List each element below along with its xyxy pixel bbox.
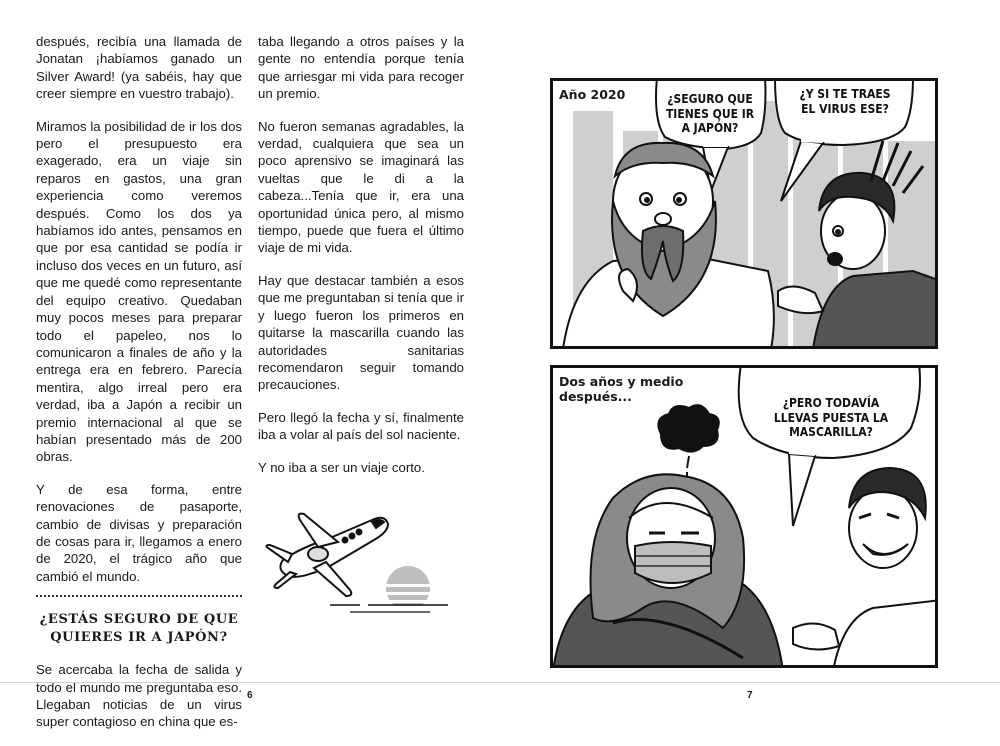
text-column-left — [36, 33, 242, 746]
paragraph: Se acercaba la fecha de salida y todo el mundo me preguntaba eso. Llegaban noticias de un virus super contagioso en china que es- — [36, 662, 242, 730]
balloon-line: ¿Y SI TE TRAES — [799, 87, 891, 101]
paragraph: Y no iba a ser un viaje corto. — [258, 459, 425, 475]
section-heading-line: QUIERES IR A JAPÓN? — [50, 630, 228, 646]
caption-line: después... — [559, 389, 632, 404]
balloon-line: ¿SEGURO QUE — [667, 92, 753, 106]
balloon-line: EL VIRUS ESE? — [801, 101, 889, 116]
speech-balloon — [745, 396, 917, 440]
page-number-right: 7 — [747, 690, 753, 701]
balloon-line: A JAPÓN? — [681, 121, 739, 135]
speech-balloon — [779, 87, 911, 116]
section-heading — [36, 611, 242, 647]
comic-panel-1 — [550, 78, 938, 349]
balloon-line: MASCARILLA? — [789, 425, 873, 439]
paragraph: taba llegando a otros países y la gente no entendía porque tenía que arriesgar mi vida para recoger un premio. — [258, 34, 464, 102]
speech-balloon — [651, 92, 769, 136]
balloon-line: LLEVAS PUESTA LA — [773, 410, 889, 425]
caption-line: Dos años y medio — [559, 374, 684, 389]
paragraph: Y de esa forma, entre renovaciones de pasaporte, cambio de divisas y preparación de cosas para ir, llegamos a enero de 2020, el trágico año que cambió el mundo. — [36, 481, 242, 584]
text-column-right — [258, 33, 464, 491]
panel-caption: Año 2020 — [559, 87, 626, 102]
panel-caption — [559, 374, 683, 404]
paragraph: Pero llegó la fecha y sí, finalmente iba a volar al país del sol naciente. — [258, 409, 464, 443]
page-number-left: 6 — [247, 690, 253, 701]
paragraph: No fueron semanas agradables, la verdad, cualquiera que sea un poco aprensivo se imaginará las vueltas que le di a la cabeza...Tenía que ir, era una oportunidad única pero, al mismo tiempo, puede que fuera el último viaje de mi vida. — [258, 118, 464, 256]
paragraph: Miramos la posibilidad de ir los dos pero el presupuesto era exagerado, era un viaje sin reparos en gastos, una gran experiencia como veremos después. Como los dos ya habíamos ido antes, pensamos en que por esa cantidad se podía ir incluso dos veces en un futuro, así que me quedé como representante del equipo creativo. Quedaban muy pocos meses para preparar todo el papeleo, nos lo comunicaron a finales de año y la entrega era en febrero. Parecía mentira, algo irreal pero era verdad, iba a Japón a recibir un premio internacional al que se habían presentado más de 200 obras. — [36, 118, 242, 465]
balloon-line: ¿PERO TODAVÍA — [782, 396, 880, 410]
paragraph: después, recibía una llamada de Jonatan ¡habíamos ganado un Silver Award! (ya sabéis, hay que creer siempre en vuestro trabajo). — [36, 34, 242, 102]
dotted-divider — [36, 595, 242, 597]
section-heading-line: ¿ESTÁS SEGURO DE QUE — [39, 612, 239, 628]
balloon-line: TIENES QUE IR — [665, 106, 755, 121]
paragraph: Hay que destacar también a esos que me preguntaban si tenía que ir y luego fueron los primeros en quitarse la mascarilla cuando las autoridades sanitarias recomendaron seguir tomando precauciones. — [258, 272, 464, 393]
comic-panel-2 — [550, 365, 938, 668]
page-bottom-rule — [0, 682, 1000, 683]
